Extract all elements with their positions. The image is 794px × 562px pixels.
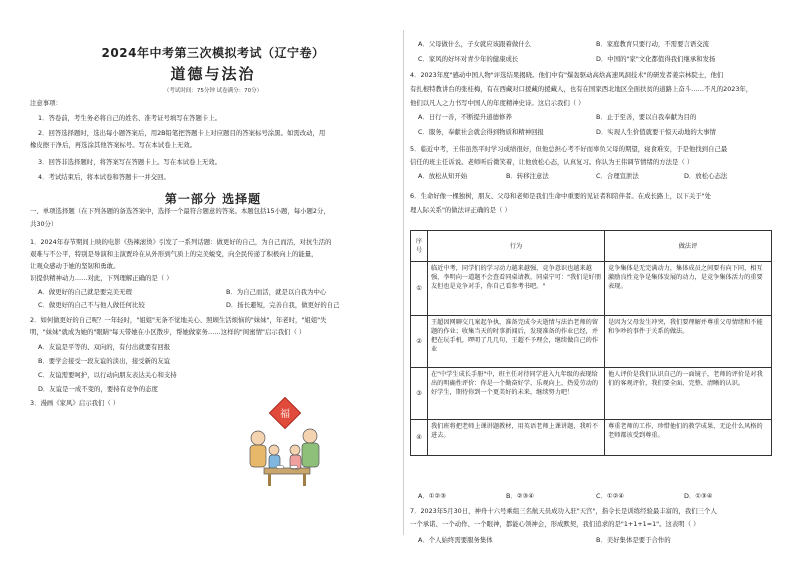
q4-option-a[interactable]: A．日行一善，不断提升道德修养 bbox=[418, 113, 512, 121]
q4-stem-1: 4．2023年度"感动中国人物"评选结果揭晓。他们中有"爆轰驱动高焓高速风洞技术"的研发者姜宗林院士，他们 bbox=[410, 71, 724, 79]
q2-option-a[interactable]: A．友谊是平等的、双向的，有付出就要有回报 bbox=[38, 343, 171, 351]
q1-stem-4: 识提供精神动力……对此，下列理解正确的是（ ） bbox=[30, 274, 173, 282]
q6-option-a[interactable]: A．①②③ bbox=[418, 492, 446, 500]
q1-option-b[interactable]: B．为自己而活，就是以自我为中心 bbox=[226, 288, 327, 296]
q2-stem-1: 2．如何做更好的自己呢？一年轻时，"姐姐"无条不觉地关心、照顾生活烦恼的"妹妹"，年老时，"姐姐"失 bbox=[30, 316, 327, 324]
table-cell-num: ① bbox=[411, 262, 428, 316]
table-cell-num: ④ bbox=[411, 420, 428, 456]
table-cell-action: 在"中学生成长手册"中，班主任对待同学进入九年级的表现给出的明确性评价：你是一个勤奋好学、乐观向上、热爱劳动的好学生，期待你到一个更美好的未来，继续努力吧！ bbox=[428, 368, 605, 420]
section-title: 第一部分 选择题 bbox=[164, 192, 262, 206]
table-cell-action: 临近中考，同学们的学习动力越来越强，竞争意识也越来越强，李明向一道题不会查看同桌请教，同桌宁可："我们是好朋友但也是竞争对手，你自己看参考书吧。" bbox=[428, 262, 605, 316]
section-instruction-1: 一、单项选择题（在下列各题的备选答案中，选择一个最符合题意的答案。本题包括15小题，每小题2分， bbox=[30, 207, 330, 215]
right-column bbox=[410, 0, 772, 562]
table-row bbox=[411, 316, 772, 368]
q1-option-a[interactable]: A．做更好的自己就是要完美无瑕 bbox=[38, 288, 132, 296]
note-item-2: 2．回答选择题时，选出每小题答案后，用2B铅笔把答题卡上对应题目的答案标号涂黑。如需改动，用 bbox=[38, 129, 326, 137]
q6-option-c[interactable]: C．①②④ bbox=[596, 492, 625, 500]
exam-info: （考试时间：75分钟 试卷满分：70分） bbox=[163, 88, 263, 94]
q3-option-b[interactable]: B．家庭教育只要行动，不需要言语交流 bbox=[596, 40, 710, 48]
family-cartoon-image bbox=[240, 396, 332, 488]
table-row bbox=[411, 262, 772, 316]
q3-option-d[interactable]: D．中国的"家"文化都值得我们继承和发扬 bbox=[596, 55, 716, 63]
note-item-1: 1．答卷前，考生务必将自己的姓名、准考证号填写在答题卡上。 bbox=[38, 114, 222, 122]
q7-option-a[interactable]: A．个人始终需要服务集体 bbox=[418, 536, 493, 544]
q5-option-c[interactable]: C．合理宣泄法 bbox=[596, 172, 639, 180]
q2-option-d[interactable]: D．友谊是一成不变的，要持有竞争的态度 bbox=[38, 385, 158, 393]
q5-option-a[interactable]: A．放松从知开始 bbox=[418, 172, 468, 180]
q5-option-b[interactable]: B．转移注意法 bbox=[506, 172, 549, 180]
q5-stem-2: 信任的班主任诉说。老师听后微笑着，让他放松心态，认真复习。你认为王伟调节情绪的方法是（ ） bbox=[410, 158, 694, 166]
q6-option-d[interactable]: D．①③④ bbox=[684, 492, 713, 500]
section-instruction-2: 共30分） bbox=[30, 220, 58, 228]
exam-subject: 道德与法治 bbox=[170, 65, 256, 83]
q4-stem-2: 有扎根特教讲台的张桂梅，有在西藏对口援藏的援藏人，也有在国家西北地区全面扶贫的道路上奋斗……不凡的2023年， bbox=[410, 85, 753, 93]
q1-stem-3: 让观众感动于她的坚韧和勇敢。 bbox=[30, 262, 120, 270]
exam-title: 2024年中考第三次模拟考试（辽宁卷） bbox=[101, 46, 325, 60]
column-divider bbox=[403, 30, 404, 535]
q3-option-a[interactable]: A．父母做什么，子女就应该跟着做什么 bbox=[418, 40, 532, 48]
q1-stem-2: 艰难与不公平，特别是导演和主演贾玲在从外形到气质上的完美蜕变，向全民传递了积极向上的能量， bbox=[30, 250, 318, 258]
left-column bbox=[30, 0, 396, 562]
q1-option-d[interactable]: D．扬长避短，完善自我，做更好的自己 bbox=[226, 301, 340, 309]
fu-character: 福 bbox=[280, 409, 290, 420]
q6-table bbox=[410, 230, 772, 456]
table-row bbox=[411, 368, 772, 420]
q2-stem-2: 明，"妹妹"就成为她的"眼睛"每天带她在小区散步，帮她做家务……这样的"闺蜜情"启示我们（ ） bbox=[30, 328, 306, 336]
q7-option-b[interactable]: B．美好集体是要于合作的 bbox=[596, 536, 671, 544]
table-header-row bbox=[411, 231, 772, 262]
table-header-num: 序号 bbox=[411, 231, 428, 262]
note-item-2-cont: 橡皮擦干净后，再选涂其他答案标号。写在本试卷上无效。 bbox=[30, 141, 197, 149]
q4-option-b[interactable]: B．止于至善，要以自我奉献为目的 bbox=[596, 113, 697, 121]
q4-option-c[interactable]: C．服务，奉献社会就会得到物质和精神回报 bbox=[418, 128, 544, 136]
q7-stem-1: 7．2023年5月30日，神舟十六号乘组三名航天员成功入驻"天宫"，指令长是训练经验最丰富的，我们三个人 bbox=[410, 507, 717, 515]
table-cell-comment: 尊重老师的工作，珍惜他们的教学成果，无论什么风格的老师都该受到尊重。 bbox=[605, 420, 772, 456]
q6-stem-2: 理人际关系"的做法评正确的是（ ） bbox=[410, 206, 511, 214]
q7-stem-2: 一个承诺、一个动作、一个眼神，都能心领神会，形成默契，我们追求的是"1+1+1=1"。这表明（ ） bbox=[410, 520, 700, 528]
table-row bbox=[411, 420, 772, 456]
table-header-action: 行为 bbox=[428, 231, 605, 262]
q6-option-b[interactable]: B．②③④ bbox=[506, 492, 534, 500]
q1-option-c[interactable]: C．做更好的自己不与他人做任何比较 bbox=[38, 301, 145, 309]
table-cell-comment: 竞争集体是无完满动力，集体成员之间要有向下同，相互激励良性竞争是集体发展的动力，是竞争集体活力的重要表现。 bbox=[605, 262, 772, 316]
table-cell-num: ③ bbox=[411, 368, 428, 420]
q2-option-c[interactable]: C．友谊需要呵护，以行动向朋友表达关心和支持 bbox=[38, 371, 177, 379]
q5-option-d[interactable]: D．放松心态法 bbox=[684, 172, 728, 180]
q4-stem-3: 他们以凡人之力书写中国人的年度精神史诗。这启示我们（ ） bbox=[410, 99, 585, 107]
notes-heading: 注意事项： bbox=[30, 99, 62, 107]
q2-option-b[interactable]: B．要学会接受一段友谊的淡出，接受新的友谊 bbox=[38, 357, 171, 365]
q6-stem-1: 6．生命好像一棵独树，朋友、父母和老师是我们生命中重要的见证者和陪伴者。在成长路上，以下关于"处 bbox=[410, 192, 711, 200]
q1-stem-1: 1．2024年春节期间上映的电影《热辣滚烫》引发了一系列话题：做更好的自己，为自己而活，对抗生活的 bbox=[30, 238, 332, 246]
table-cell-comment: 是因为父母发生冲突，我们要理解并尊重父母情绪和不能和争吵的事件于关系的做法。 bbox=[605, 316, 772, 368]
table-cell-num: ② bbox=[411, 316, 428, 368]
note-item-4: 4．考试结束后，将本试卷和答题卡一并交回。 bbox=[38, 173, 170, 181]
table-cell-action: 王超因网聊交几案起争执，准备完成今天逝情与法治老师的留题的作业；收集当天的时事新闻后，发现准备的作业已经，并把在玩手机，啰叨了几几句，王超不予理会，继续做自己的作业 bbox=[428, 316, 605, 368]
q5-stem-1: 5．临近中考，王伟虽然平时学习成绩很好，但他总担心考不好而辜负父母的期望，寝食难安，于是他找到自己最 bbox=[410, 145, 728, 153]
note-item-3: 3．回答非选择题时，将答案写在答题卡上。写在本试卷上无效。 bbox=[38, 158, 222, 166]
table-cell-action: 我们班将把老师上课讲题教材，用英语老师上课讲题，我听不进去。 bbox=[428, 420, 605, 456]
q3-stem: 3．漫画《家风》启示我们（ ） bbox=[30, 399, 120, 407]
q4-option-d[interactable]: D．实现人生价值就要干惊天动地的大事情 bbox=[596, 128, 716, 136]
table-cell-comment: 他人评价是我们认识自己的一面镜子，老师的评价是对我们的客观评价，我们要全面、完整、清晰的认识。 bbox=[605, 368, 772, 420]
table-header-comment: 做法评 bbox=[605, 231, 772, 262]
q3-option-c[interactable]: C．家风的好坏对青少年的健康成长 bbox=[418, 55, 519, 63]
